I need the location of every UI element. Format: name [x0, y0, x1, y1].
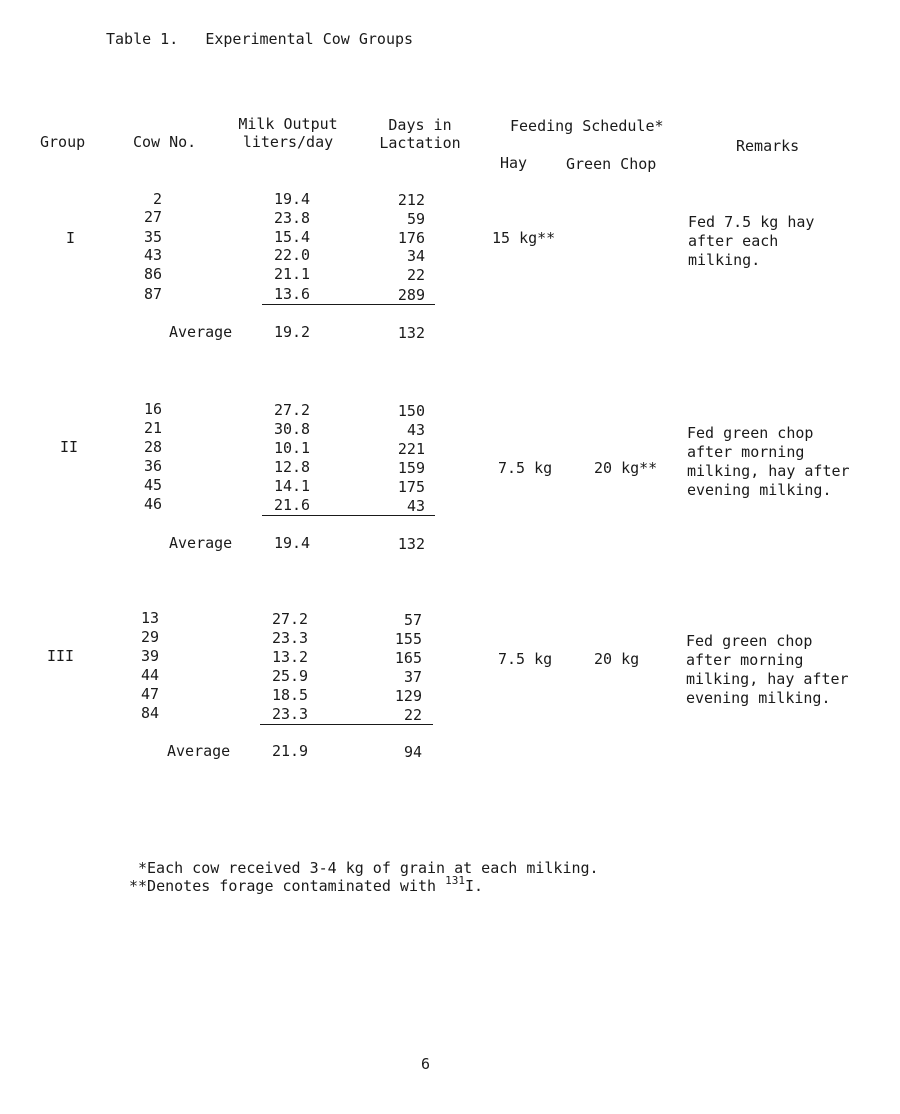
milk-output-value: 23.8 [273, 209, 311, 227]
average-label: Average [169, 534, 233, 552]
milk-output-value: 21.1 [273, 265, 311, 283]
header-feeding-schedule: Feeding Schedule* [510, 117, 664, 135]
header-group: Group [40, 133, 86, 151]
isotope-mass-number: 131 [445, 874, 465, 887]
header-cow-no: Cow No. [133, 133, 197, 151]
remarks-text: Fed green chop after morning milking, hay after evening milking. [687, 424, 850, 499]
cow-number: 13 [140, 609, 159, 627]
header-remarks: Remarks [736, 137, 800, 155]
cow-number: 16 [143, 400, 162, 418]
average-milk-output: 21.9 [271, 742, 309, 760]
average-lactation-days: 132 [397, 535, 425, 553]
cow-number: 27 [143, 208, 162, 226]
average-milk-output: 19.4 [273, 534, 311, 552]
cow-number: 39 [140, 647, 159, 665]
cow-number: 36 [143, 457, 162, 475]
milk-output-value: 22.0 [273, 246, 311, 264]
milk-output-value: 14.1 [273, 477, 311, 495]
subtotal-rule [262, 515, 435, 516]
group-label: II [60, 438, 79, 456]
lactation-days-value: 59 [406, 210, 425, 228]
milk-output-value: 18.5 [271, 686, 309, 704]
lactation-days-value: 176 [397, 229, 425, 247]
lactation-days-value: 43 [406, 497, 425, 515]
milk-output-value: 27.2 [271, 610, 309, 628]
cow-number: 86 [143, 265, 162, 283]
lactation-days-value: 22 [406, 266, 425, 284]
cow-number: 28 [143, 438, 162, 456]
lactation-days-value: 155 [394, 630, 422, 648]
milk-output-value: 25.9 [271, 667, 309, 685]
lactation-days-value: 159 [397, 459, 425, 477]
milk-output-value: 10.1 [273, 439, 311, 457]
header-lactation: Lactation [379, 134, 461, 152]
cow-number: 84 [140, 704, 159, 722]
cow-number: 43 [143, 246, 162, 264]
lactation-days-value: 22 [403, 706, 422, 724]
lactation-days-value: 37 [403, 668, 422, 686]
table-title: Table 1. Experimental Cow Groups [106, 30, 414, 48]
average-lactation-days: 132 [397, 324, 425, 342]
milk-output-value: 13.2 [271, 648, 309, 666]
milk-output-value: 21.6 [273, 496, 311, 514]
milk-output-value: 23.3 [271, 629, 309, 647]
lactation-days-value: 34 [406, 247, 425, 265]
cow-number: 35 [143, 228, 162, 246]
green-chop-amount: 20 kg [594, 650, 640, 668]
cow-number: 47 [140, 685, 159, 703]
hay-amount: 7.5 kg [498, 650, 553, 668]
header-green-chop: Green Chop [566, 155, 657, 173]
cow-number: 44 [140, 666, 159, 684]
milk-output-value: 30.8 [273, 420, 311, 438]
subtotal-rule [260, 724, 433, 725]
lactation-days-value: 221 [397, 440, 425, 458]
header-milk-output: Milk Output [238, 115, 338, 133]
cow-number: 2 [152, 190, 162, 208]
green-chop-amount: 20 kg** [594, 459, 658, 477]
lactation-days-value: 129 [394, 687, 422, 705]
group-label: I [66, 229, 76, 247]
footnote-grain: *Each cow received 3-4 kg of grain at each milking. [138, 859, 599, 877]
average-lactation-days: 94 [403, 743, 422, 761]
lactation-days-value: 175 [397, 478, 425, 496]
header-milk-units: liters/day [242, 133, 334, 151]
cow-number: 45 [143, 476, 162, 494]
footnote-contamination [129, 874, 484, 897]
cow-number: 87 [143, 285, 162, 303]
lactation-days-value: 165 [394, 649, 422, 667]
milk-output-value: 15.4 [273, 228, 311, 246]
remarks-text: Fed 7.5 kg hay after each milking. [688, 213, 815, 269]
milk-output-value: 12.8 [273, 458, 311, 476]
hay-amount: 7.5 kg [498, 459, 553, 477]
isotope-symbol: I. [464, 877, 484, 895]
subtotal-rule [262, 304, 435, 305]
milk-output-value: 13.6 [273, 285, 311, 303]
cow-number: 29 [140, 628, 159, 646]
cow-number: 46 [143, 495, 162, 513]
milk-output-value: 19.4 [273, 190, 311, 208]
average-label: Average [167, 742, 231, 760]
group-label: III [47, 647, 75, 665]
header-hay: Hay [500, 154, 528, 172]
lactation-days-value: 289 [397, 286, 425, 304]
page-number: 6 [421, 1055, 431, 1073]
milk-output-value: 27.2 [273, 401, 311, 419]
remarks-text: Fed green chop after morning milking, hay after evening milking. [686, 632, 849, 707]
milk-output-value: 23.3 [271, 705, 309, 723]
cow-number: 21 [143, 419, 162, 437]
lactation-days-value: 57 [403, 611, 422, 629]
footnote-contamination-text: **Denotes forage contaminated with [129, 877, 446, 895]
lactation-days-value: 212 [397, 191, 425, 209]
average-milk-output: 19.2 [273, 323, 311, 341]
hay-amount: 15 kg** [492, 229, 556, 247]
lactation-days-value: 150 [397, 402, 425, 420]
header-days-in: Days in [388, 116, 452, 134]
lactation-days-value: 43 [406, 421, 425, 439]
average-label: Average [169, 323, 233, 341]
